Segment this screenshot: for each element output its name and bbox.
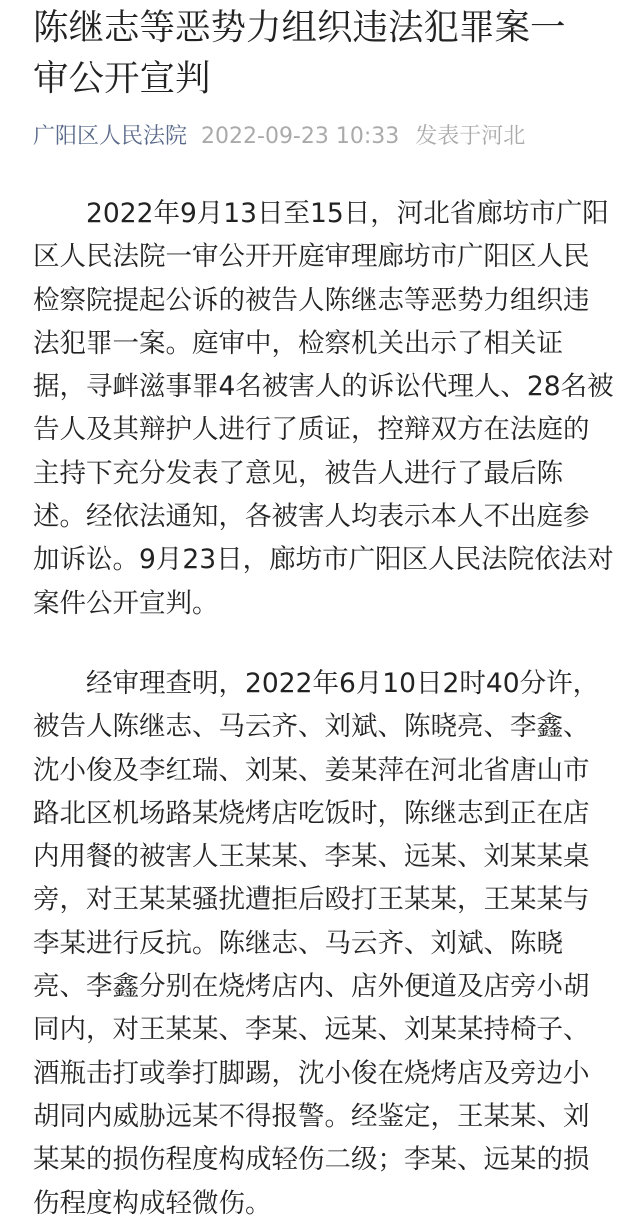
title-line: 陈继志等恶势力组织违法犯罪案一 <box>33 7 566 48</box>
paragraph-line: 胡同内威胁远某不得报警。经鉴定，王某某、刘 <box>33 1100 590 1132</box>
paragraph-line: 经审理查明，2022年6月10日2时40分许， <box>33 667 600 699</box>
paragraph-line: 加诉讼。9月23日，廊坊市广阳区人民法院依法对 <box>33 544 614 576</box>
paragraph-line: 旁，对王某某骚扰遭拒后殴打王某某，王某某与 <box>33 884 590 916</box>
article-title <box>33 2 640 104</box>
paragraph-line: 主持下充分发表了意见，被告人进行了最后陈 <box>33 457 563 489</box>
paragraph <box>33 192 640 625</box>
paragraph-line: 某某的损伤程度构成轻伤二级；李某、远某的损 <box>33 1144 590 1176</box>
paragraph-line: 亮、李鑫分别在烧烤店内、店外便道及店旁小胡 <box>33 971 590 1003</box>
paragraph-line: 法犯罪一案。庭审中，检察机关出示了相关证 <box>33 327 563 359</box>
paragraph-line: 被告人陈继志、马云齐、刘斌、陈晓亮、李鑫、 <box>33 711 590 743</box>
paragraph-line: 2022年9月13日至15日，河北省廊坊市广阳 <box>33 198 609 229</box>
paragraph-line: 检察院提起公诉的被告人陈继志等恶势力组织违 <box>33 284 590 316</box>
article-meta <box>33 120 640 154</box>
paragraph-line: 内用餐的被害人王某某、李某、远某、刘某某桌 <box>33 841 590 873</box>
paragraph-line: 伤程度构成轻微伤。 <box>33 1187 272 1219</box>
paragraph <box>33 662 640 1225</box>
paragraph-line: 路北区机场路某烧烤店吃饭时，陈继志到正在店 <box>33 797 590 829</box>
article <box>0 2 640 1225</box>
title-line: 审公开宣判 <box>33 58 211 99</box>
paragraph-line: 同内，对王某某、李某、远某、刘某某持椅子、 <box>33 1014 590 1046</box>
paragraph-line: 酒瓶击打或拳打脚踢，沈小俊在烧烤店及旁边小 <box>33 1057 590 1089</box>
paragraph-line: 李某进行反抗。陈继志、马云齐、刘斌、陈晓 <box>33 927 563 959</box>
author-link[interactable]: 广阳区人民法院 <box>33 124 188 149</box>
paragraph-line: 区人民法院一审公开开庭审理廊坊市广阳区人民 <box>33 241 590 273</box>
paragraph-line: 告人及其辩护人进行了质证，控辩双方在法庭的 <box>33 414 590 446</box>
publish-date: 2022-09-23 10:33 <box>201 124 400 149</box>
paragraph-line: 述。经依法通知，各被害人均表示本人不出庭参 <box>33 501 590 533</box>
publish-location: 发表于河北 <box>415 124 526 149</box>
paragraph-line: 案件公开宣判。 <box>33 587 219 619</box>
paragraph-line: 沈小俊及李红瑞、刘某、姜某萍在河北省唐山市 <box>33 754 590 786</box>
paragraph-line: 据，寻衅滋事罪4名被害人的诉讼代理人、28名被 <box>33 371 614 403</box>
